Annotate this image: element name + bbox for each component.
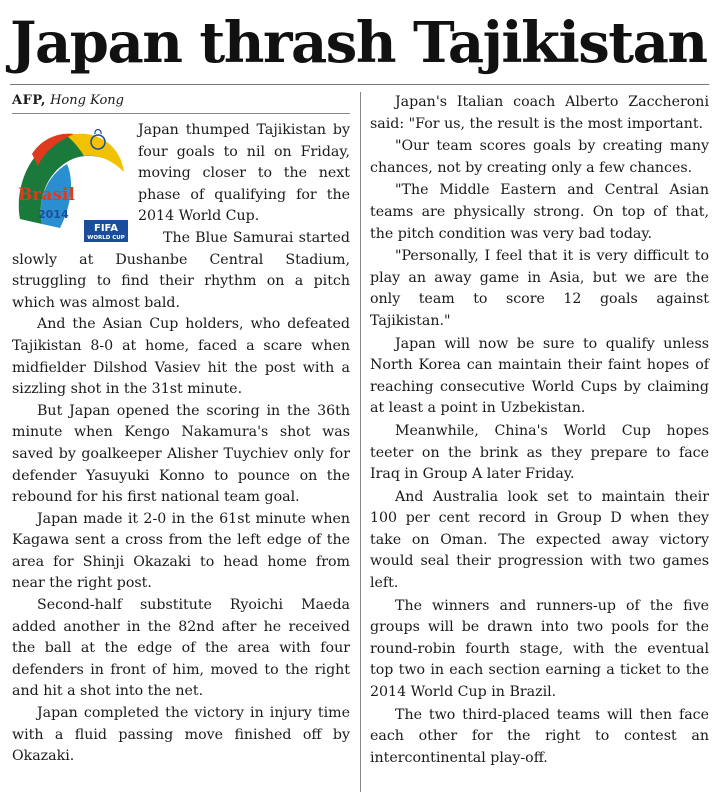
paragraph: But Japan opened the scoring in the 36th minute when Kengo Nakamura's shot was saved by goalkeeper Alisher Tuychiev only for defender Yasuyuki Konno to pounce on the rebound for his first national team goal. bbox=[12, 402, 350, 506]
logo-event: WORLD CUP bbox=[87, 235, 125, 241]
paragraph: Second-half substitute Ryoichi Maeda added another in the 82nd after he received the ball at the edge of the area with four defenders in front of him, moved to the right and hit a shot into the net. bbox=[12, 597, 350, 700]
paragraph: "The Middle Eastern and Central Asian teams are physically strong. On top of that, the pitch condition was very bad today. bbox=[370, 182, 709, 242]
paragraph: Meanwhile, China's World Cup hopes teeter on the brink as they prepare to face Iraq in Group A later Friday. bbox=[370, 422, 709, 483]
paragraph: The two third-placed teams will then face each other for the right to contest an intercontinental play-off. bbox=[370, 706, 709, 766]
paragraph: "Personally, I feel that it is very difficult to play an away game in Asia, but we are the only team to score 12 goals against Tajikistan." bbox=[370, 248, 709, 329]
logo-year: 2014 bbox=[38, 208, 69, 221]
logo-org: FIFA bbox=[94, 223, 118, 234]
byline-location: Hong Kong bbox=[50, 93, 124, 108]
paragraph: Japan thumped Tajikistan by four goals to nil on Friday, moving closer to the next phase of qualifying for the 2014 World Cup. bbox=[138, 122, 350, 225]
paragraph: The winners and runners-up of the five groups will be drawn into two pools for the round-robin fourth stage, with the eventual top two in each section earning a ticket to the 2014 World Cup in Brazil. bbox=[370, 597, 709, 701]
paragraph: Japan's Italian coach Alberto Zaccheroni said: "For us, the result is the most important. bbox=[370, 94, 709, 132]
headline-rule bbox=[10, 84, 709, 85]
byline-agency: AFP, bbox=[12, 93, 46, 108]
paragraph: Japan completed the victory in injury time with a fluid passing move finished off by Okazaki. bbox=[12, 705, 350, 765]
logo-wordmark: Brasil bbox=[18, 185, 75, 205]
byline bbox=[12, 92, 350, 110]
paragraph: And Australia look set to maintain their 100 per cent record in Group D when they take on Oman. The expected away victory would seal their progression with two games left. bbox=[370, 488, 709, 592]
world-cup-logo bbox=[12, 124, 130, 244]
paragraph: "Our team scores goals by creating many chances, not by creating only a few chances. bbox=[370, 138, 709, 176]
paragraph: Japan will now be sure to qualify unless North Korea can maintain their faint hopes of reaching consecutive World Cups by claiming at least a point in Uzbekistan. bbox=[370, 335, 709, 417]
left-column bbox=[12, 92, 350, 768]
column-divider bbox=[360, 92, 361, 792]
paragraph: And the Asian Cup holders, who defeated Tajikistan 8-0 at home, faced a scare when midfielder Dilshod Vasiev hit the post with a sizzling shot in the 31st minute. bbox=[12, 316, 350, 398]
byline-rule bbox=[12, 113, 350, 114]
right-column bbox=[370, 92, 709, 770]
paragraph: The Blue Samurai started slowly at Dushanbe Central Stadium, struggling to find their rhythm on a pitch which was almost bald. bbox=[12, 229, 350, 311]
headline: Japan thrash Tajikistan bbox=[10, 10, 707, 76]
paragraph: Japan made it 2-0 in the 61st minute when Kagawa sent a cross from the left edge of the area for Shinji Okazaki to head home from near the right post. bbox=[12, 510, 350, 592]
